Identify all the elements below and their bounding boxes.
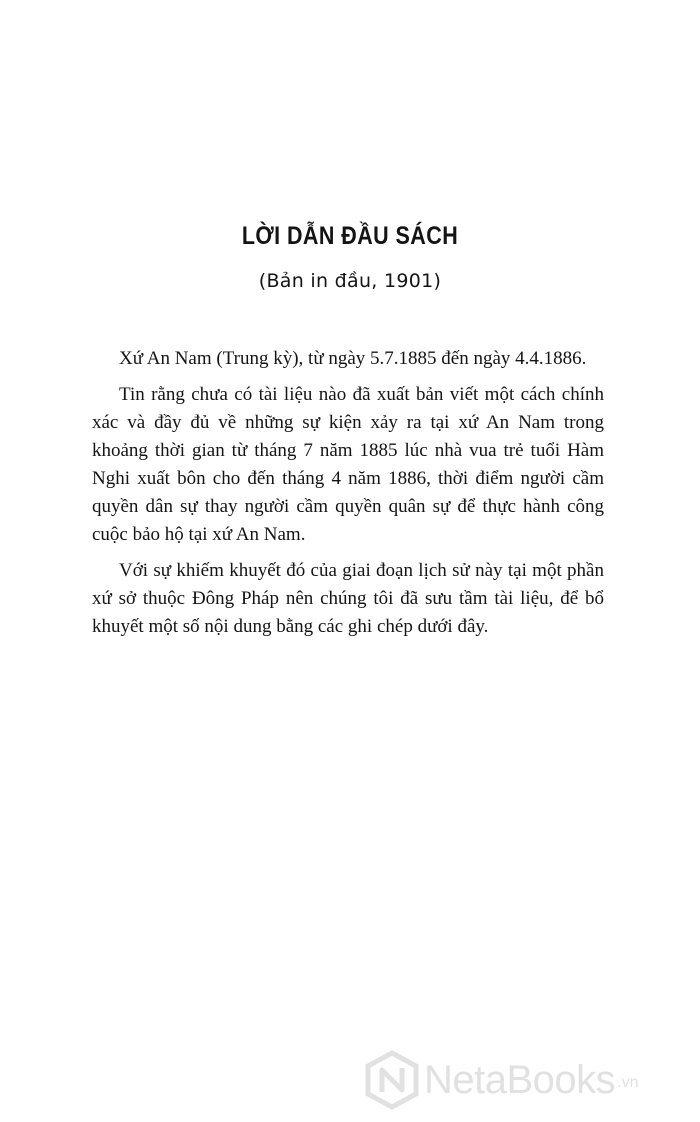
watermark-suffix: .vn bbox=[617, 1074, 639, 1091]
page-title: LỜI DẪN ĐẦU SÁCH bbox=[241, 222, 459, 250]
watermark-brand: NetaBooks bbox=[424, 1058, 616, 1102]
paragraph-3: Với sự khiếm khuyết đó của giai đoạn lịch sử này tại một phần xứ sở thuộc Đông Pháp nên chúng tôi đã sưu tầm tài liệu, để bổ khuyết một số nội dung bằng các ghi chép dưới đây. bbox=[92, 560, 604, 637]
edition-subtitle: (Bản in đầu, 1901) bbox=[258, 270, 442, 292]
paragraph-2: Tin rằng chưa có tài liệu nào đã xuất bản viết một cách chính xác và đầy đủ về những sự kiện xảy ra tại xứ An Nam trong khoảng thời gian từ tháng 7 năm 1885 lúc nhà vua trẻ tuổi Hàm Nghi xuất bôn cho đến tháng 4 năm 1886, thời điểm người cầm quyền dân sự thay người cầm quyền quân sự để thực hành công cuộc bảo hộ tại xứ An Nam. bbox=[92, 384, 604, 545]
netabooks-logo-icon bbox=[364, 1050, 420, 1110]
body-text bbox=[92, 345, 604, 649]
watermark bbox=[364, 1050, 639, 1110]
paragraph-1: Xứ An Nam (Trung kỳ), từ ngày 5.7.1885 đến ngày 4.4.1886. bbox=[119, 348, 587, 369]
